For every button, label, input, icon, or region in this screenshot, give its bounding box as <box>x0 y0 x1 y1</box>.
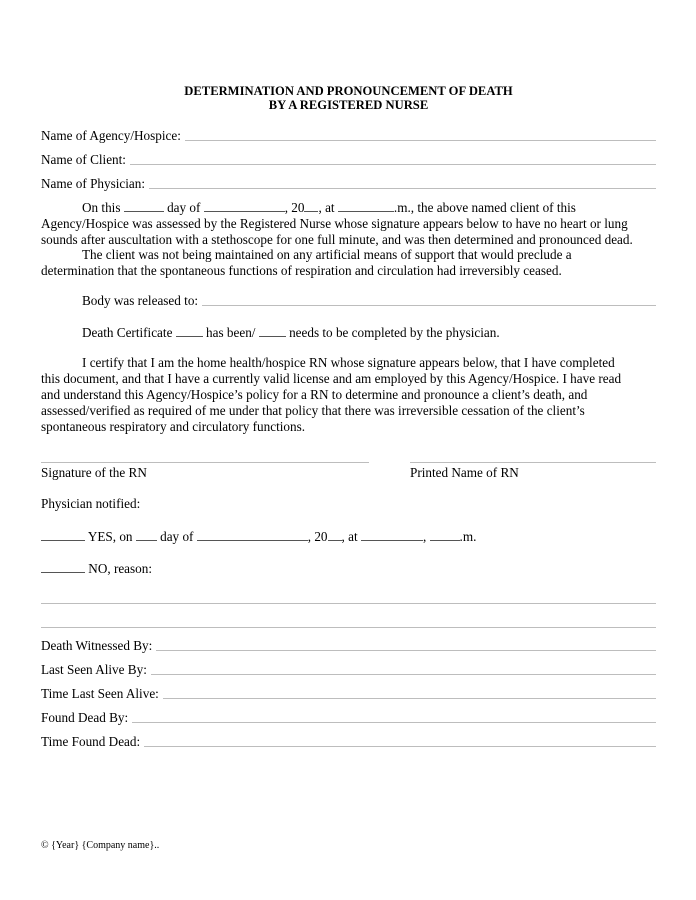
day-blank[interactable] <box>124 199 164 212</box>
certify-line3: and understand this Agency/Hospice’s policy for a RN to determine and pronounce a client’s death, and <box>41 387 588 402</box>
notified-year-blank[interactable] <box>328 528 342 541</box>
time-found-dead-field <box>41 732 656 750</box>
death-witnessed-input[interactable] <box>156 638 656 651</box>
copyright-footer: © {Year} {Company name}.. <box>41 840 160 851</box>
time-last-seen-label: Time Last Seen Alive: <box>41 686 159 701</box>
last-seen-alive-label: Last Seen Alive By: <box>41 662 147 677</box>
form-page <box>41 0 656 900</box>
death-certificate-line <box>82 324 500 341</box>
form-title-line2: BY A REGISTERED NURSE <box>268 98 429 112</box>
time-last-seen-input[interactable] <box>163 686 656 699</box>
support-paragraph <box>41 247 656 279</box>
last-seen-alive-input[interactable] <box>151 662 656 675</box>
printed-name-line[interactable] <box>410 462 656 463</box>
notified-comma: , <box>422 529 427 544</box>
death-witnessed-label: Death Witnessed By: <box>41 638 153 653</box>
printed-name-label: Printed Name of RN <box>410 465 519 480</box>
found-dead-by-label: Found Dead By: <box>41 710 129 725</box>
at-text: , at <box>318 200 335 215</box>
time-last-seen-field <box>41 684 656 702</box>
physician-notified-label: Physician notified: <box>41 496 141 511</box>
found-dead-by-field <box>41 708 656 726</box>
pronouncement-line1-rest: .m., the above named client of this <box>393 200 576 215</box>
certify-line2: this document, and that I have a currently valid license and am employed by this Agency/Hospice. I have read <box>41 371 622 386</box>
certify-line4: assessed/verified as required of me under that policy that there was irreversible cessation of the client’s <box>41 403 585 418</box>
client-input[interactable] <box>130 152 656 165</box>
notified-ampm-blank[interactable] <box>430 528 460 541</box>
time-found-dead-input[interactable] <box>144 734 656 747</box>
yes-notified-line <box>41 528 476 545</box>
support-line2: determination that the spontaneous functions of respiration and circulation had irreversibly ceased. <box>41 263 562 278</box>
pronouncement-line1 <box>41 199 656 216</box>
on-this-text: On this <box>82 200 121 215</box>
agency-input[interactable] <box>185 128 656 141</box>
notified-m-text: .m. <box>459 529 477 544</box>
notified-year-prefix: , 20 <box>307 529 328 544</box>
time-blank[interactable] <box>338 199 394 212</box>
notified-day-blank[interactable] <box>136 528 157 541</box>
notified-at-text: , at <box>341 529 358 544</box>
pronouncement-line3: sounds after auscultation with a stethoscope for one full minute, and was then determined and pronounced dead. <box>41 232 633 247</box>
no-blank[interactable] <box>41 560 85 573</box>
reason-line-1[interactable] <box>41 603 656 604</box>
month-blank[interactable] <box>204 199 285 212</box>
year-blank[interactable] <box>304 199 318 212</box>
physician-input[interactable] <box>149 176 656 189</box>
rn-signature-line[interactable] <box>41 462 369 463</box>
year-prefix-text: , 20 <box>284 200 305 215</box>
death-certificate-suffix: needs to be completed by the physician. <box>289 325 500 340</box>
agency-label: Name of Agency/Hospice: <box>41 128 181 143</box>
certify-line5: spontaneous respiratory and circulatory functions. <box>41 419 306 434</box>
yes-on-text: YES, on <box>87 529 133 544</box>
form-title-line1: DETERMINATION AND PRONOUNCEMENT OF DEATH <box>184 84 513 98</box>
notified-time-blank[interactable] <box>361 528 423 541</box>
death-witnessed-field <box>41 636 656 654</box>
no-reason-text: NO, reason: <box>88 561 153 576</box>
support-line1: The client was not being maintained on any artificial means of support that would preclude a <box>82 247 572 262</box>
rn-signature-label: Signature of the RN <box>41 465 147 480</box>
notified-month-blank[interactable] <box>197 528 308 541</box>
client-label: Name of Client: <box>41 152 126 167</box>
reason-line-2[interactable] <box>41 627 656 628</box>
client-field <box>41 150 656 168</box>
notified-day-of-text: day of <box>160 529 194 544</box>
body-released-label: Body was released to: <box>82 293 199 308</box>
yes-blank[interactable] <box>41 528 85 541</box>
body-released-field <box>82 291 656 309</box>
physician-field <box>41 174 656 192</box>
pronouncement-paragraph <box>41 199 656 248</box>
body-released-input[interactable] <box>202 293 656 306</box>
no-notified-line <box>41 560 152 577</box>
last-seen-alive-field <box>41 660 656 678</box>
has-been-blank[interactable] <box>176 324 203 337</box>
certify-line1: I certify that I am the home health/hospice RN whose signature appears below, that I have completed <box>82 355 615 370</box>
pronouncement-line2: Agency/Hospice was assessed by the Registered Nurse whose signature appears below to have no heart or lung <box>41 216 628 231</box>
certify-paragraph <box>41 355 656 435</box>
day-of-text: day of <box>167 200 201 215</box>
time-found-dead-label: Time Found Dead: <box>41 734 141 749</box>
agency-field <box>41 126 656 144</box>
needs-blank[interactable] <box>259 324 286 337</box>
found-dead-by-input[interactable] <box>132 710 656 723</box>
physician-label: Name of Physician: <box>41 176 146 191</box>
death-certificate-prefix: Death Certificate <box>82 325 173 340</box>
has-been-text: has been/ <box>206 325 256 340</box>
